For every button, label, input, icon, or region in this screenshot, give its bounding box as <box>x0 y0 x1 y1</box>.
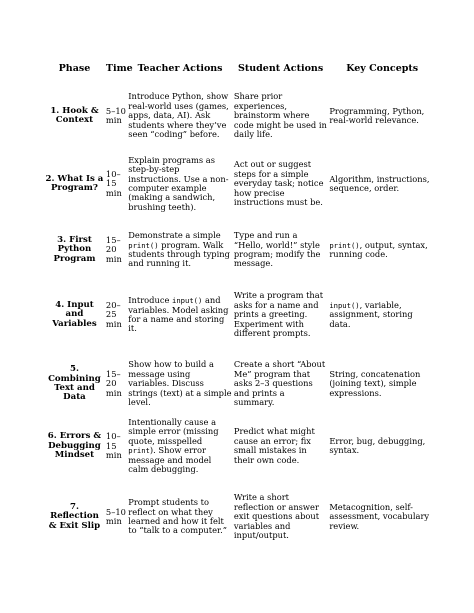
student-cell <box>233 280 328 350</box>
concepts-cell <box>328 350 436 418</box>
teacher-cell <box>127 220 233 280</box>
table-row <box>44 220 436 280</box>
cell-text: Error, bug, debugging, syntax. <box>329 435 426 456</box>
cell-text: Algorithm, instructions, sequence, order. <box>329 173 430 193</box>
concepts-cell <box>328 474 436 559</box>
cell-text: Type and run a “Hello, world!” style program; modify the message. <box>233 230 321 269</box>
phase-cell: 3. First Python Program <box>53 234 96 264</box>
student-cell <box>233 474 328 559</box>
concepts-cell <box>328 418 436 474</box>
cell-text: , variable, assignment, storing data. <box>329 299 413 329</box>
cell-text: Write a program that asks for a name and prints a greeting. Experiment with different prompts. <box>233 290 324 339</box>
table-row <box>44 350 436 418</box>
table-row <box>44 280 436 350</box>
code-snippet: print() <box>128 240 159 250</box>
student-cell <box>233 148 328 220</box>
table-row <box>44 148 436 220</box>
teacher-cell <box>127 84 233 148</box>
cell-text: Intentionally cause a simple error (missing quote, misspelled <box>128 417 219 446</box>
cell-text: String, concatenation (joining text), simple expressions. <box>329 368 421 398</box>
code-snippet: print() <box>329 240 360 250</box>
phase-cell: 6. Errors & Debugging Mindset <box>47 431 102 460</box>
cell-text: Share prior experiences, brainstorm where code might be used in daily life. <box>233 91 327 140</box>
code-snippet: input() <box>329 300 360 310</box>
cell-text: Create a short “About Me” program that asks 2–3 questions and prints a summary. <box>233 359 326 408</box>
cell-text: and variables. Model asking for a name and storing it. <box>128 295 229 334</box>
teacher-cell <box>127 350 233 418</box>
time-cell: 20–25 min <box>105 299 122 329</box>
table-row <box>44 84 436 148</box>
cell-text: Demonstrate a simple <box>128 230 221 241</box>
header-teacher-actions: Teacher Actions <box>137 63 223 74</box>
code-snippet: print <box>128 446 150 456</box>
cell-text: , output, syntax, running code. <box>329 239 428 259</box>
cell-text: Programming, Python, real-world relevance. <box>329 105 425 125</box>
header-row <box>44 54 436 84</box>
student-cell <box>233 350 328 418</box>
teacher-cell <box>127 474 233 559</box>
phase-cell: 4. Input and Variables <box>52 299 97 329</box>
time-cell: 5–10 min <box>105 506 126 526</box>
time-cell: 10–15 min <box>105 431 122 460</box>
lesson-plan-table <box>44 54 436 559</box>
phase-cell: 2. What Is a Program? <box>45 173 104 193</box>
header-time: Time <box>105 63 133 74</box>
table-row <box>44 474 436 559</box>
cell-text: program. Walk students through typing and running it. <box>128 239 230 269</box>
lesson-rows <box>44 84 436 559</box>
cell-text: Explain programs as step-by-step instructions. Use a non-computer example (making a sandwich, brushing teeth). <box>128 154 229 212</box>
cell-text: Introduce Python, show real-world uses (games, apps, data, AI). Ask students where they’ve seen “coding” before. <box>128 91 229 140</box>
concepts-cell <box>328 148 436 220</box>
concepts-cell <box>328 220 436 280</box>
teacher-cell <box>127 280 233 350</box>
student-cell <box>233 418 328 474</box>
concepts-cell <box>328 280 436 350</box>
time-cell: 5–10 min <box>105 105 126 125</box>
table-row <box>44 418 436 474</box>
teacher-cell <box>127 418 233 474</box>
cell-text: Write a short reflection or answer exit questions about variables and input/output. <box>233 492 320 541</box>
code-snippet: input() <box>172 296 203 306</box>
cell-text: Introduce <box>128 295 173 306</box>
header-phase: Phase <box>58 63 91 74</box>
time-cell: 10–15 min <box>105 168 122 198</box>
time-cell: 15–20 min <box>105 234 122 264</box>
phase-cell: 7. Reflection & Exit Slip <box>48 501 101 531</box>
concepts-cell <box>328 84 436 148</box>
phase-cell: 1. Hook & Context <box>50 105 99 125</box>
cell-text: Prompt students to reflect on what they learned and how it felt to “talk to a computer.” <box>128 497 227 536</box>
student-cell <box>233 84 328 148</box>
time-cell: 15–20 min <box>105 368 122 398</box>
cell-text: Show how to build a message using variables. Discuss strings (text) at a simple level. <box>128 359 232 408</box>
student-cell <box>233 220 328 280</box>
cell-text: Act out or suggest steps for a simple everyday task; notice how precise instructions must be. <box>233 159 324 208</box>
phase-cell: 5. Combining Text and Data <box>48 364 101 403</box>
cell-text: Metacognition, self-assessment, vocabulary review. <box>329 501 430 531</box>
cell-text: Predict what might cause an error; fix small mistakes in their own code. <box>233 426 315 465</box>
header-student-actions: Student Actions <box>237 63 324 74</box>
teacher-cell <box>127 148 233 220</box>
cell-text: ). Show error message and model calm debugging. <box>128 445 212 475</box>
header-key-concepts: Key Concepts <box>346 63 419 74</box>
